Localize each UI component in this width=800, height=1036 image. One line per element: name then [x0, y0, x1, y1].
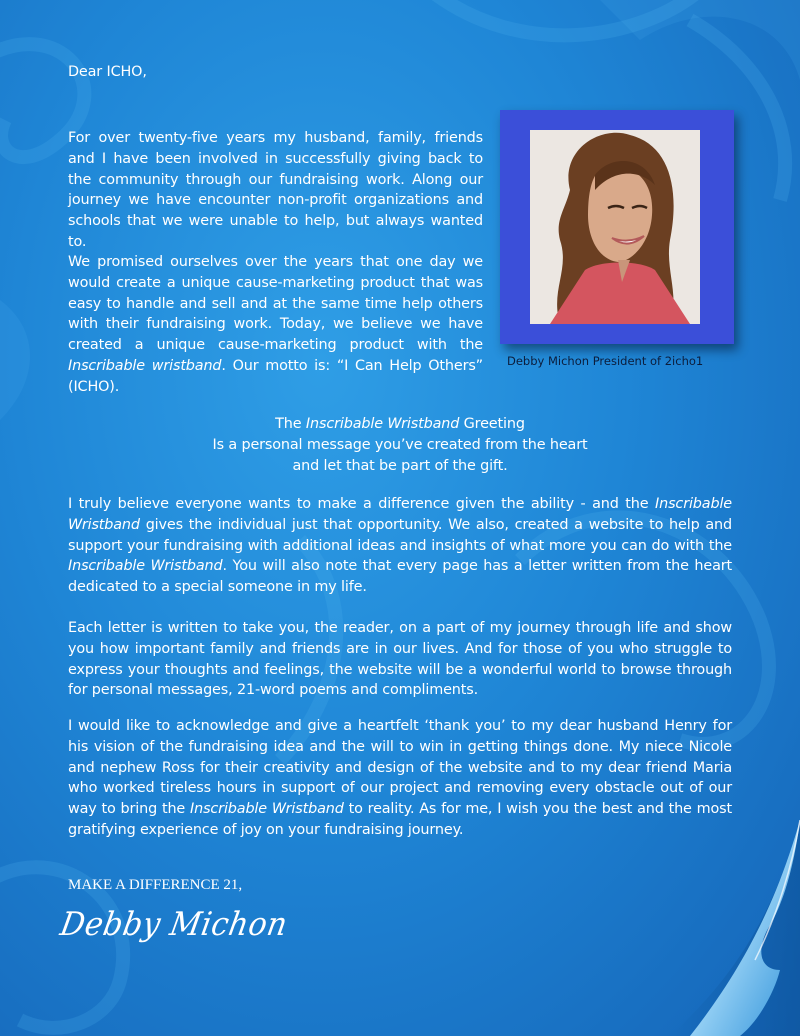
- paragraph-2-text-b: . Our motto is: “I Can Help Others” (ICHO).: [68, 357, 483, 395]
- greeting-block: [135, 414, 665, 476]
- closing-line: MAKE A DIFFERENCE 21,: [68, 877, 243, 893]
- paragraph-1: For over twenty-five years my husband, family, friends and I have been involved in successfully giving back to the community through our fundraising work. Along our journey we have encounter non-profit organizations and schools that we were unable to help, but always wanted to.: [68, 130, 483, 250]
- paragraph-5-text-b: to reality. As for me, I wish you the best and the most gratifying experience of joy on your fundraising journey.: [68, 801, 732, 838]
- product-name: Inscribable wristband: [68, 357, 222, 374]
- paragraph-5: [68, 716, 732, 841]
- paragraph-3-text-c: . You will also note that every page has a letter written from the heart dedicated to a special someone in my life.: [68, 558, 732, 596]
- photo-caption: Debby Michon President of 2icho1: [507, 354, 704, 368]
- paragraph-5-product: Inscribable Wristband: [190, 801, 344, 818]
- portrait-photo: [530, 130, 700, 324]
- salutation: Dear ICHO,: [68, 64, 147, 80]
- greeting-line-3: and let that be part of the gift.: [292, 457, 508, 474]
- greeting-line-1-b: Greeting: [459, 416, 525, 432]
- page-curl-decoration: [660, 820, 800, 1036]
- paragraph-3-text-a: I truly believe everyone wants to make a difference given the ability - and the: [68, 496, 656, 512]
- paragraph-3: [68, 494, 732, 598]
- paragraph-3-product-2: Inscribable Wristband: [68, 558, 223, 575]
- signature: Debby Michon: [57, 906, 291, 944]
- paragraph-3-product-1: Inscribable Wristband: [68, 496, 732, 533]
- paragraph-2-text-a: We promised ourselves over the years that one day we would create a unique cause-marketing product that was easy to handle and sell and at the same time help others with their fundraising work. Today, we believe we have created a unique cause-marketing product with the: [68, 254, 483, 354]
- greeting-line-1-a: The: [275, 416, 306, 432]
- paragraph-3-text-b: gives the individual just that opportunity. We also, created a website to help and support your fundraising with additional ideas and insights of what more you can do with the: [68, 516, 732, 554]
- paragraph-4: Each letter is written to take you, the reader, on a part of my journey through life and show you how important family and friends are in our lives. And for those of you who struggle to express your thoughts and feelings, the website will be a wonderful world to browse through for personal messages, 21-word poems and compliments.: [68, 620, 732, 699]
- portrait-frame: [500, 110, 734, 344]
- greeting-line-2: Is a personal message you’ve created from the heart: [212, 436, 588, 453]
- greeting-line-1: [135, 414, 665, 435]
- paragraph-5-text-a: I would like to acknowledge and give a heartfelt ‘thank you’ to my dear husband Henry for his vision of the fundraising idea and the will to win in getting things done. My niece Nicole and nephew Ross for their creativity and design of the website and to my dear friend Maria who worked tireless hours in support of our project and removing every obstacle out of our way to bring the: [68, 718, 732, 818]
- portrait-illustration: [530, 130, 700, 324]
- greeting-product-name: Inscribable Wristband: [305, 416, 460, 432]
- paragraph-2: [68, 252, 483, 398]
